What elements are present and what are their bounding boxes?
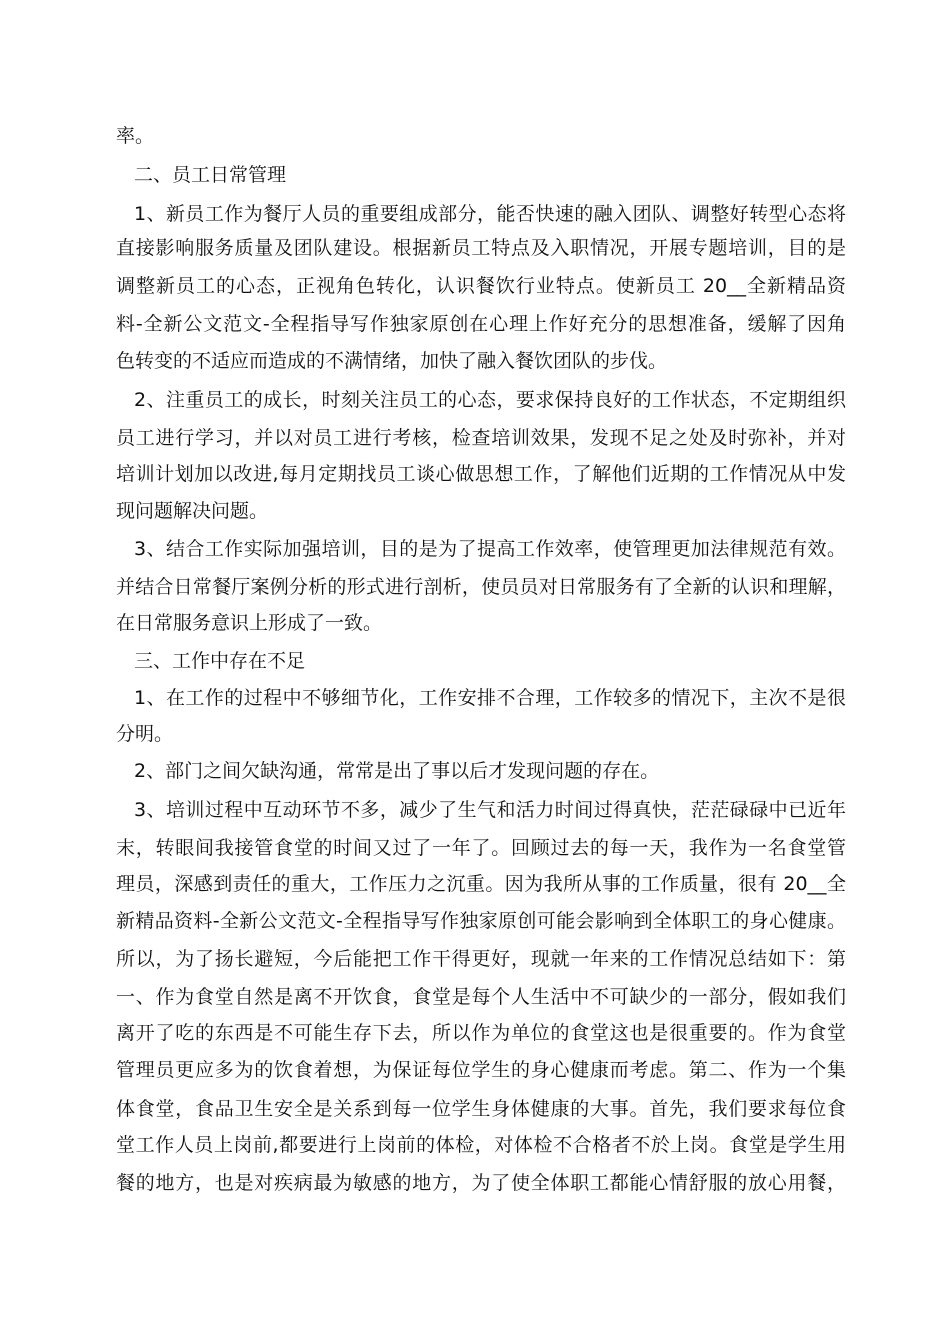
paragraph-line: 现问题解决问题。 xyxy=(116,500,269,522)
paragraph-line: 1、在工作的过程中不够细节化，工作安排不合理，工作较多的情况下，主次不是很 xyxy=(134,687,846,709)
paragraph-line: 离开了吃的东西是不可能生存下去，所以作为单位的食堂这也是很重要的。作为食堂 xyxy=(116,1022,846,1044)
paragraph-line: 料-全新公文范文-全程指导写作独家原创在心理上作好充分的思想准备，缓解了因角 xyxy=(116,313,846,335)
paragraph-line: 分明。 xyxy=(116,723,174,745)
paragraph-line: 理员，深感到责任的重大，工作压力之沉重。因为我所从事的工作质量，很有 20__全 xyxy=(116,873,846,895)
paragraph-line: 所以，为了扬长避短，今后能把工作干得更好，现就一年来的工作情况总结如下：第 xyxy=(116,948,846,970)
paragraph-line: 末，转眼间我接管食堂的时间又过了一年了。回顾过去的每一天，我作为一名食堂管 xyxy=(116,837,846,859)
paragraph-line: 培训计划加以改进,每月定期找员工谈心做思想工作，了解他们近期的工作情况从中发 xyxy=(116,463,846,485)
paragraph-line: 堂工作人员上岗前,都要进行上岗前的体检，对体检不合格者不於上岗。食堂是学生用 xyxy=(116,1134,846,1156)
paragraph-line: 3、结合工作实际加强培训，目的是为了提高工作效率，使管理更加法律规范有效。 xyxy=(134,538,846,560)
paragraph-line: 2、注重员工的成长，时刻关注员工的心态，要求保持良好的工作状态，不定期组织 xyxy=(134,389,846,411)
paragraph-line: 色转变的不适应而造成的不满情绪，加快了融入餐饮团队的步伐。 xyxy=(116,350,668,372)
paragraph-line: 2、部门之间欠缺沟通，常常是出了事以后才发现问题的存在。 xyxy=(134,760,660,782)
paragraph-line: 餐的地方，也是对疾病最为敏感的地方，为了使全体职工都能心情舒服的放心用餐， xyxy=(116,1172,846,1194)
paragraph-line: 直接影响服务质量及团队建设。根据新员工特点及入职情况，开展专题培训，目的是 xyxy=(116,237,846,259)
paragraph-line: 员工进行学习，并以对员工进行考核，检查培训效果，发现不足之处及时弥补，并对 xyxy=(116,427,846,449)
section-heading: 三、工作中存在不足 xyxy=(134,650,306,672)
paragraph-line: 一、作为食堂自然是离不开饮食，食堂是每个人生活中不可缺少的一部分，假如我们 xyxy=(116,986,846,1008)
paragraph-line: 体食堂，食品卫生安全是关系到每一位学生身体健康的大事。首先，我们要求每位食 xyxy=(116,1098,846,1120)
section-heading: 二、员工日常管理 xyxy=(134,164,287,186)
paragraph-line: 并结合日常餐厅案例分析的形式进行剖析，使员员对日常服务有了全新的认识和理解， xyxy=(116,576,846,598)
paragraph-line: 新精品资料-全新公文范文-全程指导写作独家原创可能会影响到全体职工的身心健康。 xyxy=(116,910,846,932)
paragraph-line: 调整新员工的心态，正视角色转化，认识餐饮行业特点。使新员工 20__全新精品资 xyxy=(116,275,846,297)
paragraph-line: 管理员更应多为的饮食着想，为保证每位学生的身心健康而考虑。第二、作为一个集 xyxy=(116,1059,846,1081)
paragraph-line: 在日常服务意识上形成了一致。 xyxy=(116,612,383,634)
paragraph-line: 3、培训过程中互动环节不多，减少了生气和活力时间过得真快，茫茫碌碌中已近年 xyxy=(134,799,846,821)
paragraph-line: 率。 xyxy=(116,125,155,147)
paragraph-line: 1、新员工作为餐厅人员的重要组成部分，能否快速的融入团队、调整好转型心态将 xyxy=(134,203,846,225)
